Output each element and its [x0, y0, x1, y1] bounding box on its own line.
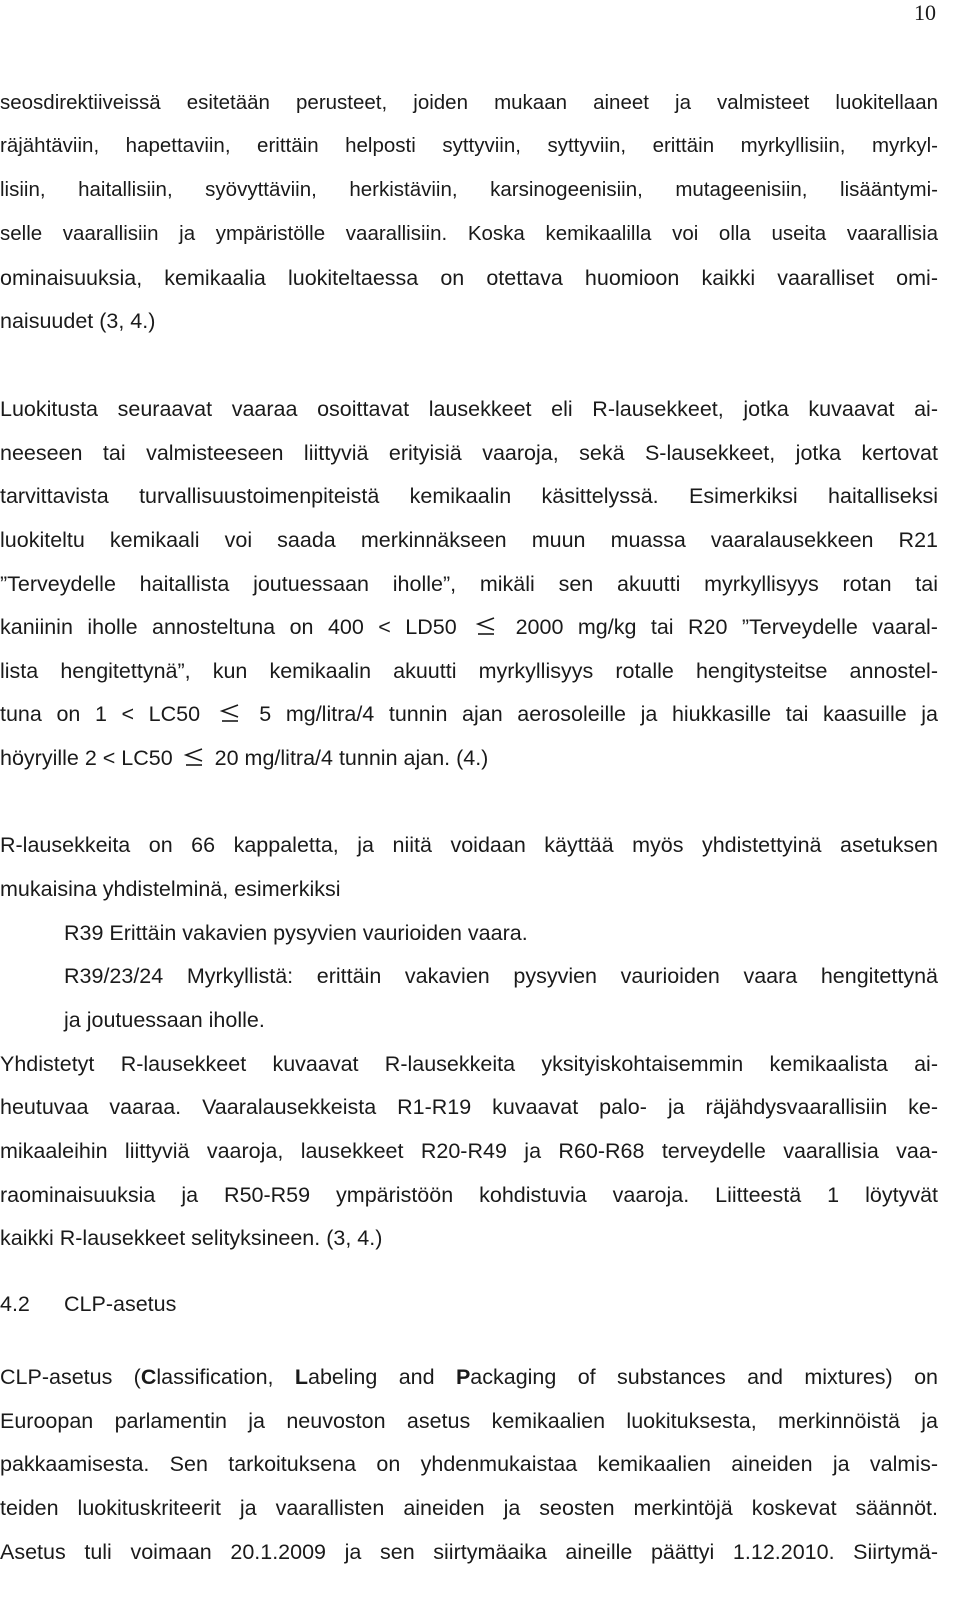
example-r39: R39 Erittäin vakavien pysyvien vaurioiden vaara. — [64, 921, 528, 945]
example-r39-23-24-continued: ja joutuessaan iholle. — [64, 1008, 265, 1032]
less-than-or-equal-icon — [219, 703, 241, 723]
text-fragment: 5 mg/litra/4 tunnin ajan aerosoleille ja hiukkasille tai kaasuille ja — [259, 702, 939, 726]
text-fragment: kaniinin iholle annosteltuna on 400 < LD50 — [0, 615, 457, 639]
section-heading — [0, 1284, 938, 1324]
text-line: Yhdistetyt R-lausekkeet kuvaavat R-lausekkeita yksityiskohtaisemmin kemikaalista ai- — [0, 1052, 938, 1076]
bold-letter: C — [140, 1365, 157, 1389]
less-than-or-equal-icon — [183, 747, 205, 767]
text-line: mukaisina yhdistelminä, esimerkiksi — [0, 877, 341, 901]
text-line: Euroopan parlamentin ja neuvoston asetus kemikaalien luokituksesta, merkinnöistä ja — [0, 1409, 938, 1433]
bold-letter: L — [294, 1365, 308, 1389]
text-fragment: lassification, — [156, 1365, 295, 1389]
text-line — [0, 738, 938, 778]
text-line — [0, 694, 938, 734]
text-line: mikaaleihin liittyviä vaaroja, lausekkeet R20-R49 ja R60-R68 terveydelle vaarallisia vaa- — [0, 1139, 938, 1163]
text-line: pakkaamisesta. Sen tarkoituksena on yhdenmukaistaa kemikaalien aineiden ja valmis- — [0, 1452, 938, 1476]
text-fragment: tuna on 1 < LC50 — [0, 702, 201, 726]
text-line: selle vaarallisiin ja ympäristölle vaarallisiin. Koska kemikaalilla voi olla useita vaarallisia — [0, 222, 938, 245]
text-line: teiden luokituskriteerit ja vaarallisten aineiden ja seosten merkintöjä koskevat säännöt. — [0, 1496, 938, 1520]
text-fragment: 2000 mg/kg tai R20 ”Terveydelle vaaral- — [515, 615, 938, 639]
text-line: R-lausekkeita on 66 kappaletta, ja niitä voidaan käyttää myös yhdistettyinä asetuksen — [0, 833, 938, 857]
bold-letter: P — [455, 1365, 471, 1389]
text-line: heutuvaa vaaraa. Vaaralausekkeista R1-R19 kuvaavat palo- ja räjähdysvaarallisiin ke- — [0, 1095, 938, 1119]
text-line: kaikki R-lausekkeet selityksineen. (3, 4.) — [0, 1226, 383, 1250]
page-number: 10 — [914, 0, 936, 25]
text-fragment: 20 mg/litra/4 tunnin ajan. (4.) — [214, 746, 489, 770]
less-than-or-equal-icon — [475, 616, 497, 636]
text-line: räjähtäviin, hapettaviin, erittäin helposti syttyviin, syttyviin, erittäin myrkyllisiin, myrkyl- — [0, 134, 938, 157]
text-fragment: CLP-asetus ( — [0, 1365, 141, 1389]
text-line: tarvittavista turvallisuustoimenpiteistä kemikaalin käsittelyssä. Esimerkiksi haitalliseksi — [0, 484, 938, 508]
text-fragment: ackaging of substances and mixtures) on — [470, 1365, 938, 1389]
text-line: luokiteltu kemikaali voi saada merkinnäkseen muun muassa vaaralausekkeen R21 — [0, 528, 938, 552]
text-line: Luokitusta seuraavat vaaraa osoittavat lausekkeet eli R-lausekkeet, jotka kuvaavat ai- — [0, 397, 938, 421]
text-fragment: abeling and — [308, 1365, 456, 1389]
text-line: seosdirektiiveissä esitetään perusteet, joiden mukaan aineet ja valmisteet luokitellaan — [0, 91, 938, 114]
text-line: ominaisuuksia, kemikaalia luokiteltaessa on otettava huomioon kaikki vaaralliset omi- — [0, 266, 938, 290]
text-line: lisiin, haitallisiin, syövyttäviin, herkistäviin, karsinogeenisiin, mutageenisiin, lisääntymi- — [0, 178, 938, 201]
text-line: neeseen tai valmisteeseen liittyviä erityisiä vaaroja, sekä S-lausekkeet, jotka kertovat — [0, 441, 938, 465]
text-line: ”Terveydelle haitallista joutuessaan iholle”, mikäli sen akuutti myrkyllisyys rotan tai — [0, 572, 938, 596]
text-line — [0, 1357, 938, 1397]
example-r39-23-24: R39/23/24 Myrkyllistä: erittäin vakavien pysyvien vaurioiden vaara hengitettynä — [64, 964, 938, 988]
text-line: Asetus tuli voimaan 20.1.2009 ja sen siirtymäaika aineille päättyi 1.12.2010. Siirtymä- — [0, 1540, 938, 1564]
text-fragment: höyryille 2 < LC50 — [0, 746, 173, 770]
text-line: naisuudet (3, 4.) — [0, 309, 156, 333]
section-number: 4.2 — [0, 1292, 30, 1316]
section-title: CLP-asetus — [64, 1292, 177, 1316]
text-line: raominaisuuksia ja R50-R59 ympäristöön kohdistuvia vaaroja. Liitteestä 1 löytyvät — [0, 1183, 938, 1207]
text-line — [0, 607, 938, 647]
text-line: lista hengitettynä”, kun kemikaalin akuutti myrkyllisyys rotalle hengitysteitse annostel- — [0, 659, 938, 683]
